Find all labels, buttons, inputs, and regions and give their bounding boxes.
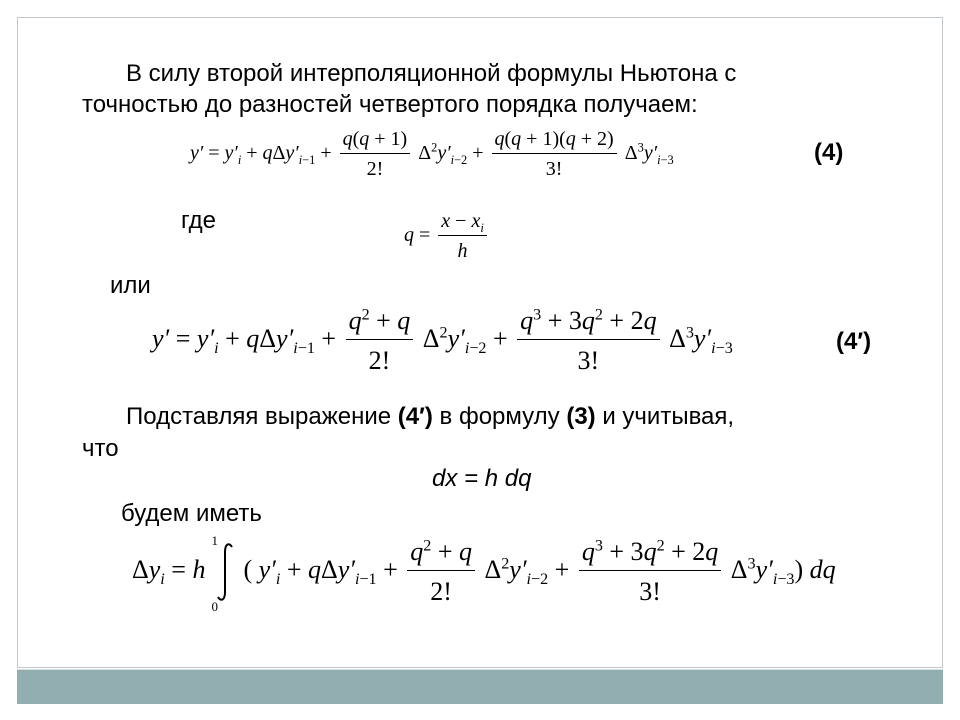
- formula-integral: $\Delta y_i = h$ 1 0 ( $y'_i + q\Delta y'_{i-1}$ + $\frac{q^2 + q}{2!}$ $\Delta^2y'_{i-2}$ + $\frac{q^3 + 3q^2 + 2q}{3!}$ $\Delta^3y'_{i-3}$) dq: [132, 533, 836, 614]
- ref-3: (3): [566, 403, 596, 430]
- substitute-line-2: что: [82, 435, 119, 462]
- footer-bar: [17, 670, 943, 704]
- substitute-text-b: в формулу: [432, 403, 567, 430]
- dx-relation: dx = h dq: [432, 465, 532, 492]
- ref-4-prime: (4′): [397, 403, 433, 430]
- intro-line-1: В силу второй интерполяционной формулы Ньютона с: [126, 60, 737, 87]
- substitute-line-1: [126, 401, 734, 433]
- will-have-label: будем иметь: [121, 500, 262, 527]
- formula-4: $y' = y'_i + q\Delta y'_{i-1}$ + $\frac{q(q + 1)}{2!}$ $\Delta^2y'_{i-2}$ + $\frac{q(q + 1)(q + 2)}{3!}$ $\Delta^3y'_{i-3}$: [190, 128, 674, 180]
- equation-number-4-prime: (4′): [836, 328, 872, 355]
- intro-line-2: точностью до разностей четвертого порядка получаем:: [82, 91, 698, 118]
- integral-lower-limit: 0: [211, 599, 218, 614]
- formula-q-definition: q = $\frac{x - x_i}{h}$: [404, 210, 490, 263]
- substitute-text-a: Подставляя выражение: [126, 403, 398, 430]
- integral-upper-limit: 1: [211, 533, 218, 548]
- where-label: где: [181, 207, 217, 234]
- or-label: или: [110, 272, 151, 299]
- integral-sign: [207, 533, 241, 614]
- equation-number-4: (4): [814, 139, 844, 166]
- substitute-text-c: и учитывая,: [595, 403, 735, 430]
- formula-4-prime: $y' = y'_i + q\Delta y'_{i-1}$ + $\frac{q^2 + q}{2!}$ $\Delta^2y'_{i-2}$ + $\frac{q^3 + 3q^2 + 2q}{3!}$ $\Delta^3y'_{i-3}$: [152, 306, 733, 375]
